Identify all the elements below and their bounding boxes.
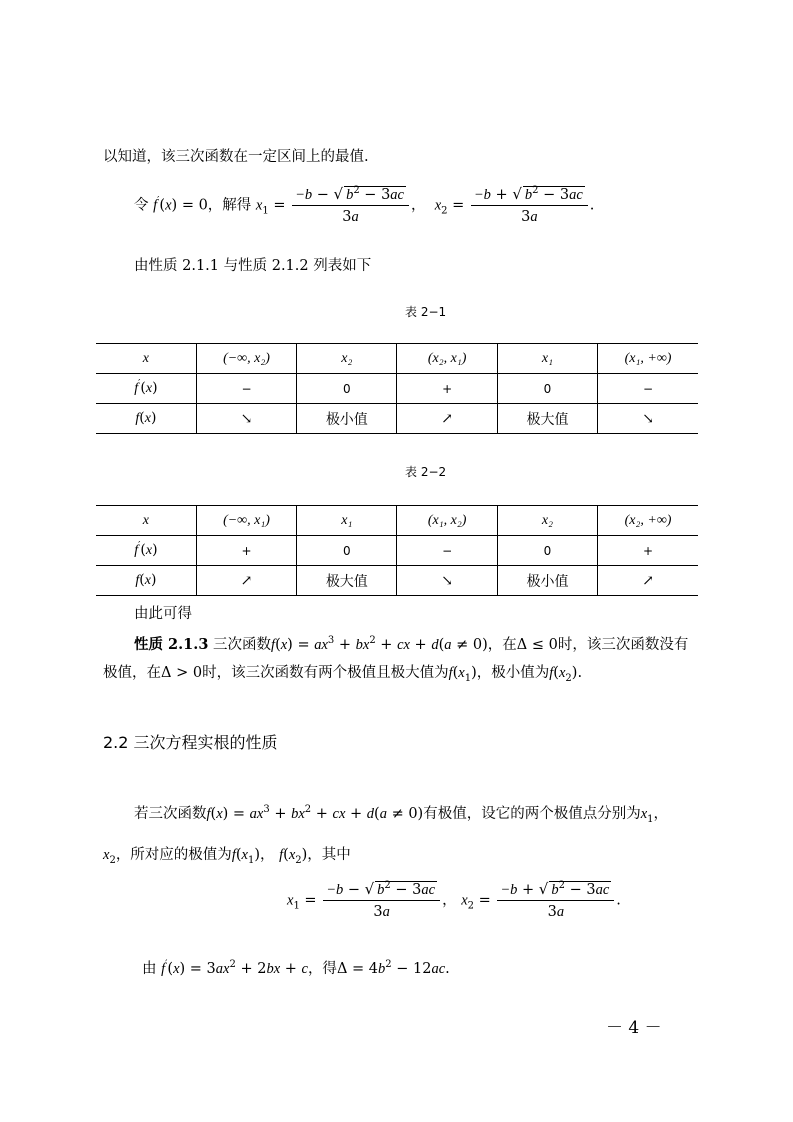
root-x1-fraction: $\frac{-b - √ b^2 - 3ac}{3a}$ [292,185,409,226]
table-cell: 极小值 [497,566,597,596]
section-heading: 2.2 三次方程实根的性质 [103,733,278,752]
table-cell: 极大值 [297,566,397,596]
table-2-1 [96,343,698,434]
property-line-2: 极值，在Δ > 0时，该三次函数有两个极值且极大值为$f(x_1)$，极小值为$f(x_2)$. [103,665,583,684]
table-cell: ↘ [397,566,497,596]
paragraph-extrema-line-2: $x_2$，所对应的极值为$f(x_1)$， $f(x_2)$，其中 [103,847,351,866]
table-cell: 极小值 [297,404,397,434]
table-cell: (x₁, x₂) [397,506,497,536]
table-cell: + [598,536,698,566]
table-cell: ↘ [598,404,698,434]
paragraph-solve: 令 f′(x) = 0，解得 $x_1$ = $\frac{-b - √ b^2 - 3ac}{3a}$ ， $x_2$ = $\frac{-b + √ b^2 - 3ac}{3a}$ . [134,185,595,225]
table-cell: 0 [297,536,397,566]
paragraph-extrema-line-1: 若三次函数$f(x) = ax^3 + bx^2$ + cx + d(a ≠ 0)有极值，设它的两个极值点分别为$x_1$， [134,804,669,825]
table-row [96,344,698,374]
table-cell: x₂ [297,344,397,374]
table-row [96,404,698,434]
table-header-derivative: f′(x) [96,536,196,566]
table-cell: − [397,536,497,566]
table-cell: + [196,536,296,566]
table-row [96,536,698,566]
table-cell: 0 [297,374,397,404]
table-cell: − [196,374,296,404]
table-header-function: f(x) [96,404,196,434]
table-row [96,566,698,596]
table-cell: (x₂, x₁) [397,344,497,374]
property-label: 性质 2.1.3 [134,636,209,653]
table-cell: + [397,374,497,404]
paragraph-conclusion: 由此可得 [134,606,192,622]
table-cell: x₁ [297,506,397,536]
table-cell: ↗ [598,566,698,596]
table-cell: (x₁, +∞) [598,344,698,374]
table-cell: 0 [497,536,597,566]
table-cell: 极大值 [497,404,597,434]
table-header-derivative: f′(x) [96,374,196,404]
table-header-x: x [96,506,196,536]
paragraph-table-intro: 由性质 2.1.1 与性质 2.1.2 列表如下 [134,258,372,274]
property-line-1: 性质 2.1.3 三次函数$f(x) = ax^3 + bx^2$ + cx + d(a ≠ 0)，在Δ ≤ 0时，该三次函数没有 [134,635,689,653]
table-2-2 [96,505,698,596]
table1-caption: 表 2−1 [405,305,447,319]
table-cell: (x₂, +∞) [598,506,698,536]
table2-caption: 表 2−2 [405,465,447,479]
table-cell: ↘ [196,404,296,434]
page-number: － 4 － [606,1018,662,1038]
paragraph-intro: 以知道，该三次函数在一定区间上的最值. [103,149,369,165]
table-cell: (−∞, x₁) [196,506,296,536]
table-header-x: x [96,344,196,374]
root-x1-fraction: $\frac{-b - √ b^2 - 3ac}{3a}$ [323,880,440,921]
table-row [96,374,698,404]
table-cell: x₂ [497,506,597,536]
table-cell: − [598,374,698,404]
table-row [96,506,698,536]
table-cell: x₁ [497,344,597,374]
table-cell: (−∞, x₂) [196,344,296,374]
root-x2-fraction: $\frac{-b + √ b^2 - 3ac}{3a}$ [471,185,588,226]
table-cell: ↗ [196,566,296,596]
table-cell: 0 [497,374,597,404]
paragraph-discriminant: 由 $f'(x) = 3ax^2 + 2bx + c$，得$\Delta = 4b^2 - 12ac$. [142,959,450,977]
root-x2-fraction: $\frac{-b + √ b^2 - 3ac}{3a}$ [497,880,614,921]
table-header-function: f(x) [96,566,196,596]
display-equation-roots: $x_1$ = $\frac{-b - √ b^2 - 3ac}{3a}$ ， $x_2$ = $\frac{-b + √ b^2 - 3ac}{3a}$ . [287,880,621,920]
table-cell: ↗ [397,404,497,434]
